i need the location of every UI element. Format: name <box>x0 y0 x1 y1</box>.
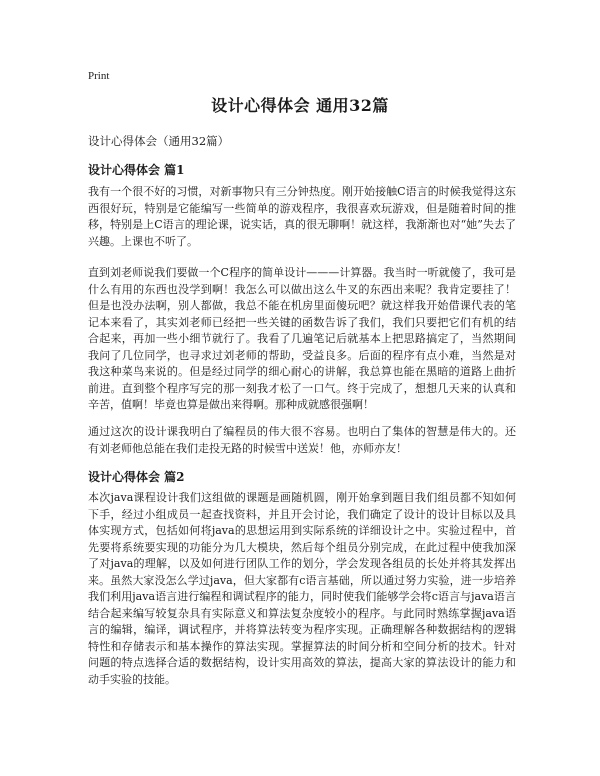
document-subtitle: 设计心得体会（通用32篇） <box>88 134 230 148</box>
section-1-paragraph-3: 通过这次的设计课我明白了编程员的伟大很不容易。也明白了集体的智慧是伟大的。还有刘老师他总能在我们走投无路的时候雪中送炭！他，亦师亦友！ <box>88 425 516 455</box>
section-1-paragraph-1: 我有一个很不好的习惯，对新事物只有三分钟热度。刚开始接触C语言的时候我觉得这东西很好玩，特别是它能编写一些简单的游戏程序，我很喜欢玩游戏，但是随着时间的推移，特别是上C语言的理论课，说实话，真的很无聊啊！就这样，我渐渐也对“她”失去了兴趣。上课也不听了。 <box>88 185 516 248</box>
section-heading-1: 设计心得体会 篇1 <box>88 163 185 177</box>
section-heading-2: 设计心得体会 篇2 <box>88 470 185 484</box>
page-title: 设计心得体会 通用32篇 <box>211 96 389 115</box>
section-1-paragraph-2: 直到刘老师说我们要做一个C程序的简单设计———计算器。我当时一听就傻了，我可是什么有用的东西也没学到啊！我怎么可以做出这么牛叉的东西出来呢？我肯定要挂了！但是也没办法啊，别人都做，我总不能在机房里面傻玩吧？就这样我开始借课代表的笔记本来看了，其实刘老师已经把一些关键的函数告诉了我们，我们只要把它们有机的结合起来，再加一些小细节就行了。我看了几遍笔记后就基本上把思路搞定了，当然期间我问了几位同学，也寻求过刘老师的帮助，受益良多。后面的程序有点小难，当然是对我这种菜鸟来说的。但是经过同学的细心耐心的讲解，我总算也能在黑暗的道路上曲折前进。直到整个程序写完的那一刻我才松了一口气。终于完成了，想想几天来的认真和辛苦，值啊！毕竟也算是做出来得啊。那种成就感很强啊！ <box>88 266 516 411</box>
section-2-paragraph-1: 本次java课程设计我们这组做的课题是画随机圆，刚开始拿到题目我们组员都不知如何下手，经过小组成员一起查找资料，并且开会讨论，我们确定了设计的设计目标以及具体实现方式，包括如何将java的思想运用到实际系统的详细设计之中。实验过程中，首先要将系统要实现的功能分为几大模块，然后每个组员分别完成，在此过程中使我加深了对java的理解，以及如何进行团队工作的划分，学会发现各组员的长处并将其发挥出来。虽然大家没怎么学过java，但大家都有c语言基础，所以通过努力实验，进一步培养我们利用java语言进行编程和调试程序的能力，同时使我们能够学会将c语言与java语言结合起来编写较复杂具有实际意义和算法复杂度较小的程序。与此同时熟练掌握java语言的编辑，编译，调试程序，并将算法转变为程序实现。正确理解各种数据结构的逻辑特性和存储表示和基本操作的算法实现。掌握算法的时间分析和空间分析的技术。针对问题的特点选择合适的数据结构，设计实用高效的算法，提高大家的算法设计的能力和动手实验的技能。 <box>88 491 516 686</box>
print-label: Print <box>88 70 110 82</box>
